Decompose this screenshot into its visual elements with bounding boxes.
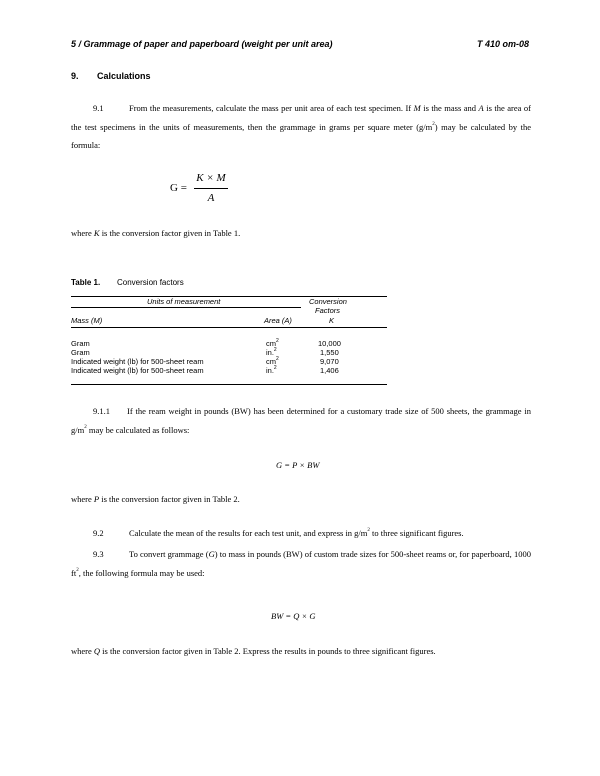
- table-cell-k: 10,000: [318, 339, 341, 348]
- table-cell-k: 1,406: [320, 366, 339, 375]
- table-header-units: Units of measurement: [147, 297, 221, 306]
- table-cell-area: $cm^2$: [266, 356, 279, 366]
- formula-grammage-from-ream: G = P × BW: [276, 460, 320, 470]
- table-header-factors: Factors: [315, 306, 341, 315]
- table-col-k: K: [329, 316, 335, 325]
- table-title: Conversion factors: [117, 278, 184, 287]
- paragraph-number: 9.2: [93, 528, 104, 538]
- paragraph-9-3: 9.3 To convert grammage (G) to mass in pounds (BW) of custom trade sizes for 500-sheet reams or, for paperboard, 1000 $ft^2$, the following formula may be used:: [71, 545, 531, 582]
- formula-numerator: K × M: [196, 172, 226, 184]
- formula-fraction: [194, 172, 228, 204]
- section-title: Calculations: [97, 71, 151, 81]
- table-col-mass: Mass (M): [71, 316, 103, 325]
- table-label: Table 1.: [71, 278, 101, 287]
- where-k-text: where K is the conversion factor given in Table 1.: [71, 228, 241, 238]
- paragraph-number: 9.1: [93, 103, 104, 113]
- table-cell-mass: Indicated weight (lb) for 500-sheet ream: [71, 357, 204, 366]
- paragraph-9-1-1: 9.1.1 If the ream weight in pounds (BW) has been determined for a customary trade size of 500 sheets, the grammage in $g/m^2$ may be calculated as follows:: [71, 402, 531, 439]
- where-q-text: where Q is the conversion factor given in Table 2. Express the results in pounds to three significant figures.: [71, 646, 436, 656]
- table-caption: [71, 278, 184, 287]
- table-cell-mass: Indicated weight (lb) for 500-sheet ream: [71, 366, 204, 375]
- paragraph-number: 9.3: [93, 549, 104, 559]
- section-heading: [71, 71, 151, 81]
- where-p-text: where P is the conversion factor given in Table 2.: [71, 494, 240, 504]
- table-bottom-rule: [71, 384, 387, 385]
- table-cell-area: in.$^2$: [266, 347, 277, 357]
- table-cell-mass: Gram: [71, 348, 90, 357]
- table-cell-area: in.$^2$: [266, 365, 277, 375]
- table-header-rule: [71, 327, 387, 328]
- formula-denominator: A: [207, 192, 215, 204]
- table-cell-k: 1,550: [320, 348, 339, 357]
- section-number: 9.: [71, 71, 79, 81]
- paragraph-9-1: 9.1 From the measurements, calculate the mass per unit area of each test specimen. If M is the mass and A is the area of the test specimens in the units of measurements, then the grammage in grams per square meter $(g/m^2)$ may be calculated by the formula:: [71, 99, 531, 155]
- table-col-area: Area (A): [264, 316, 292, 325]
- table-units-rule: [71, 307, 301, 308]
- table-cell-area: $cm^2$: [266, 338, 279, 348]
- formula-lhs: G =: [170, 182, 187, 194]
- running-header-title: 5 / Grammage of paper and paperboard (weight per unit area): [71, 39, 333, 49]
- table-cell-k: 9,070: [320, 357, 339, 366]
- table-header-conversion: Conversion: [309, 297, 347, 306]
- formula-ream-weight: BW = Q × G: [271, 611, 316, 621]
- table-cell-mass: Gram: [71, 339, 90, 348]
- paragraph-9-2: 9.2 Calculate the mean of the results for each test unit, and express in $g/m^2$ to three significant figures.: [71, 524, 531, 543]
- running-header-standard-number: T 410 om-08: [476, 39, 529, 49]
- paragraph-number: 9.1.1: [93, 406, 110, 416]
